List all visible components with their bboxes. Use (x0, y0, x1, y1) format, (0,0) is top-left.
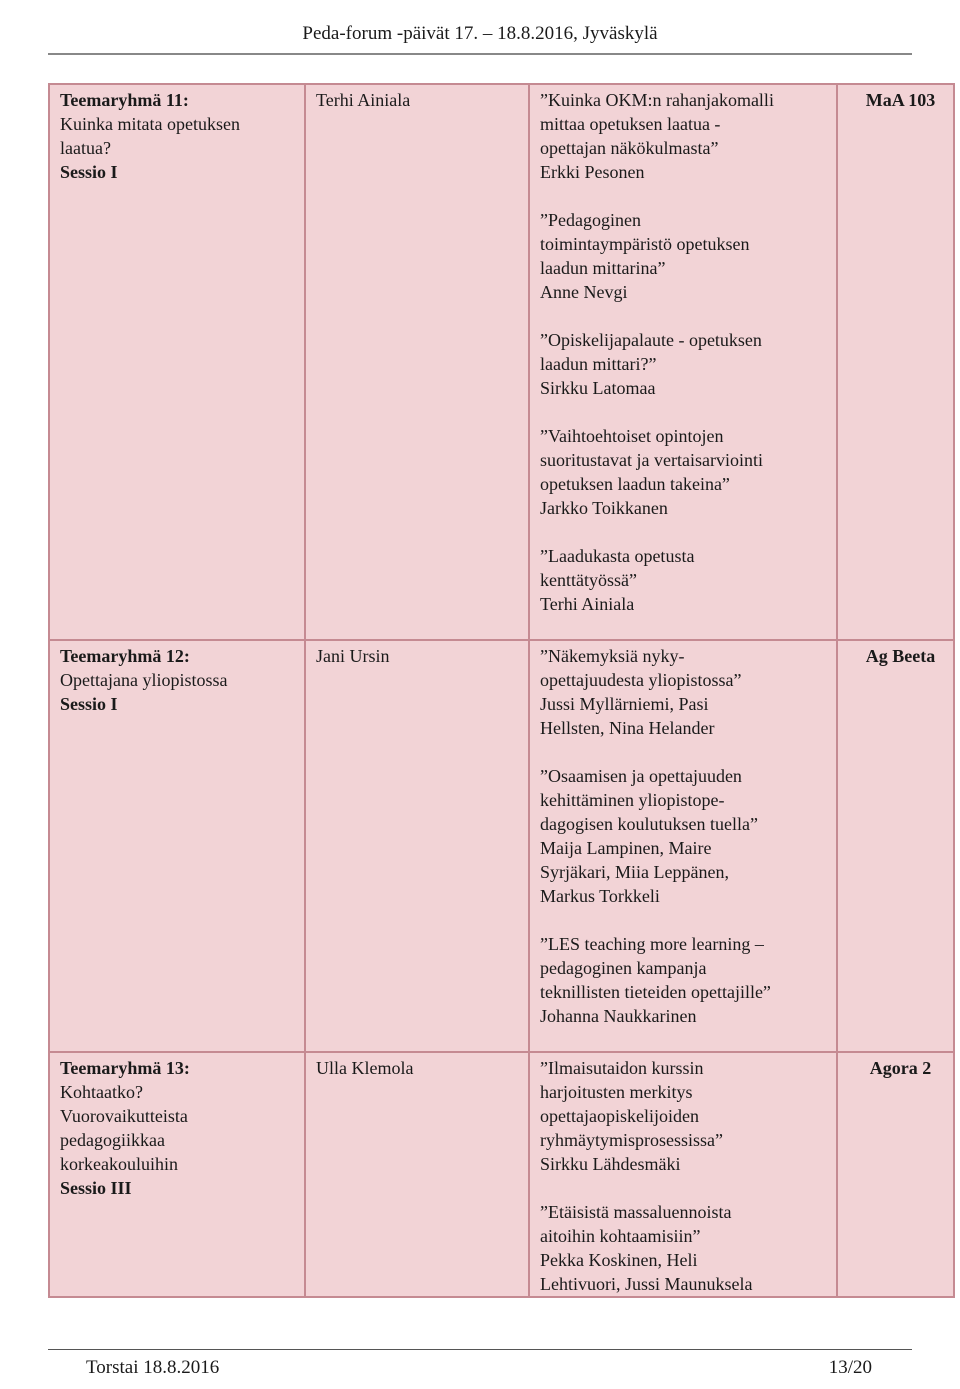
talk-entry (540, 932, 836, 1028)
talk-speaker: Sirkku Lähdesmäki (540, 1154, 681, 1174)
talk-speaker: Johanna Naukkarinen (540, 1006, 697, 1026)
theme-group-title: Teemaryhmä 13: (60, 1058, 190, 1078)
talk-speaker: Lehtivuori, Jussi Maunuksela (540, 1274, 753, 1294)
talk-entry (540, 424, 836, 520)
room-cell (837, 1052, 954, 1297)
talk-speaker: Jarkko Toikkanen (540, 498, 668, 518)
theme-group-name: Opettajana yliopistossa (60, 670, 228, 690)
talk-speaker: Hellsten, Nina Helander (540, 718, 715, 738)
theme-group-title: Teemaryhmä 11: (60, 90, 189, 110)
theme-group-name: Kohtaatko? (60, 1082, 143, 1102)
talk-line: laadun mittari?” (540, 354, 657, 374)
schedule-table (48, 83, 955, 1298)
table-row (49, 640, 954, 1052)
theme-group-name: korkeakouluihin (60, 1154, 178, 1174)
talk-entry (540, 644, 836, 740)
talk-line: laadun mittarina” (540, 258, 666, 278)
session-label: Sessio III (60, 1178, 132, 1198)
room-label: Ag Beeta (865, 646, 936, 666)
talk-entry (540, 544, 836, 616)
talk-speaker: Syrjäkari, Miia Leppänen, (540, 862, 729, 882)
talk-entry (540, 328, 836, 400)
footer-divider (48, 1349, 912, 1350)
talk-entry (540, 88, 836, 184)
talk-line: ryhmäytymisprosessissa” (540, 1130, 723, 1150)
theme-group-name: Kuinka mitata opetuksen (60, 114, 240, 134)
table-row (49, 1052, 954, 1297)
chair-name: Ulla Klemola (316, 1058, 414, 1078)
theme-group-title: Teemaryhmä 12: (60, 646, 190, 666)
talk-speaker: Erkki Pesonen (540, 162, 645, 182)
talk-line: opettajan näkökulmasta” (540, 138, 719, 158)
room-label: Agora 2 (869, 1058, 932, 1078)
talk-line: pedagoginen kampanja (540, 958, 707, 978)
talk-line: mittaa opetuksen laatua - (540, 114, 721, 134)
talk-entry (540, 1056, 836, 1176)
chair-cell (305, 1052, 529, 1297)
talk-speaker: Anne Nevgi (540, 282, 628, 302)
talk-speaker: Jussi Myllärniemi, Pasi (540, 694, 709, 714)
talk-line: ”Etäisistä massaluennoista (540, 1202, 732, 1222)
talk-entry (540, 208, 836, 304)
talk-speaker: Maija Lampinen, Maire (540, 838, 712, 858)
talk-speaker: Markus Torkkeli (540, 886, 660, 906)
talk-line: harjoitusten merkitys (540, 1082, 693, 1102)
talks-cell (529, 640, 837, 1052)
header-divider (48, 53, 912, 55)
footer-page-number: 13/20 (828, 1357, 872, 1378)
theme-group-name: laatua? (60, 138, 111, 158)
table-row (49, 84, 954, 640)
talk-speaker: Sirkku Latomaa (540, 378, 656, 398)
room-cell (837, 640, 954, 1052)
talk-line: suoritustavat ja vertaisarviointi (540, 450, 763, 470)
talk-line: ”Pedagoginen (540, 210, 641, 230)
talk-line: opettajuudesta yliopistossa” (540, 670, 742, 690)
chair-cell (305, 640, 529, 1052)
talk-entry (540, 764, 836, 908)
session-label: Sessio I (60, 162, 118, 182)
theme-group-name: Vuorovaikutteista (60, 1106, 188, 1126)
talk-line: ”Osaamisen ja opettajuuden (540, 766, 742, 786)
room-label: MaA 103 (865, 90, 936, 110)
talk-line: ”Kuinka OKM:n rahanjakomalli (540, 90, 774, 110)
talks-cell (529, 84, 837, 640)
talk-line: toimintaympäristö opetuksen (540, 234, 750, 254)
talk-line: ”Laadukasta opetusta (540, 546, 695, 566)
chair-name: Jani Ursin (316, 646, 390, 666)
talk-line: kenttätyössä” (540, 570, 637, 590)
page-header-title: Peda-forum -päivät 17. – 18.8.2016, Jyväskylä (302, 23, 658, 44)
talk-line: ”Opiskelijapalaute - opetuksen (540, 330, 762, 350)
chair-cell (305, 84, 529, 640)
chair-name: Terhi Ainiala (316, 90, 411, 110)
talk-line: opettajaopiskelijoiden (540, 1106, 699, 1126)
talk-line: ”Näkemyksiä nyky- (540, 646, 685, 666)
talk-line: teknillisten tieteiden opettajille” (540, 982, 771, 1002)
talk-line: ”LES teaching more learning – (540, 934, 764, 954)
talk-line: dagogisen koulutuksen tuella” (540, 814, 758, 834)
theme-group-cell (49, 640, 305, 1052)
talk-line: ”Vaihtoehtoiset opintojen (540, 426, 724, 446)
talk-entry (540, 1200, 836, 1296)
talks-cell (529, 1052, 837, 1297)
theme-group-name: pedagogiikkaa (60, 1130, 165, 1150)
talk-line: aitoihin kohtaamisiin” (540, 1226, 701, 1246)
talk-speaker: Terhi Ainiala (540, 594, 635, 614)
talk-line: ”Ilmaisutaidon kurssin (540, 1058, 704, 1078)
session-label: Sessio I (60, 694, 118, 714)
talk-line: kehittäminen yliopistope- (540, 790, 725, 810)
talk-line: opetuksen laadun takeina” (540, 474, 730, 494)
room-cell (837, 84, 954, 640)
theme-group-cell (49, 1052, 305, 1297)
footer-date: Torstai 18.8.2016 (86, 1357, 220, 1378)
theme-group-cell (49, 84, 305, 640)
talk-speaker: Pekka Koskinen, Heli (540, 1250, 698, 1270)
